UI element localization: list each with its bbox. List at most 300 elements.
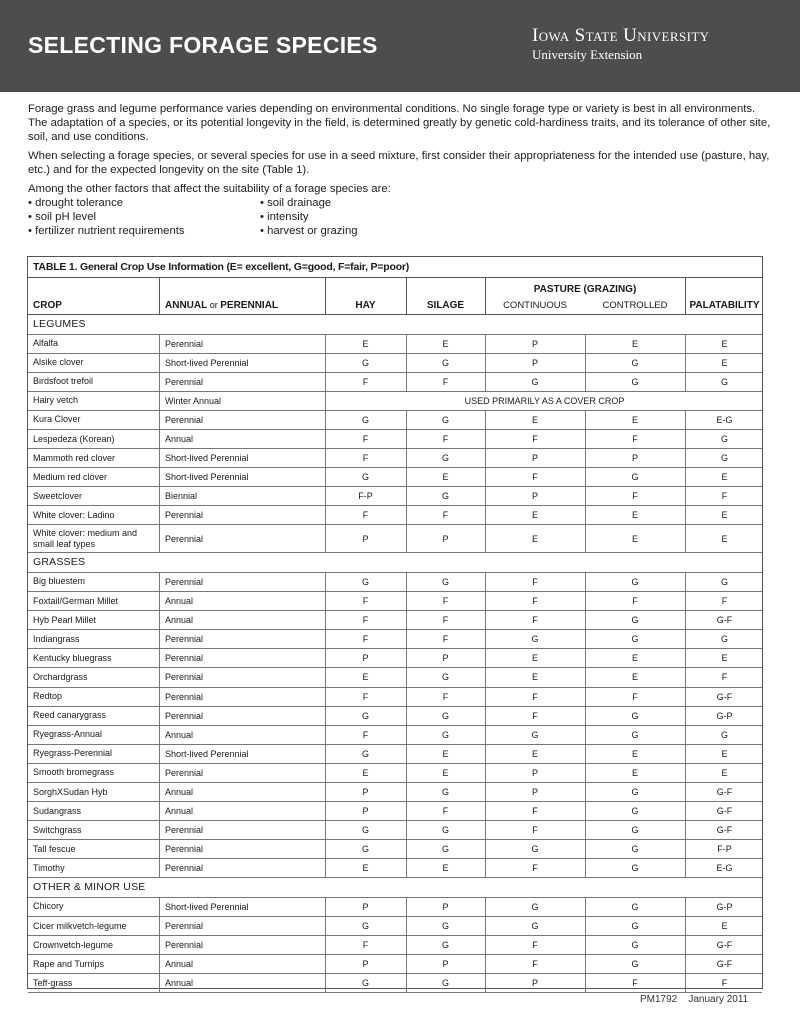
cell-continuous: F — [532, 959, 538, 970]
row-divider — [485, 859, 486, 877]
row-divider — [585, 783, 586, 801]
cell-annual-perennial: Perennial — [165, 634, 204, 645]
section-label: LEGUMES — [33, 317, 86, 330]
row-divider — [406, 783, 407, 801]
row-divider — [325, 487, 326, 505]
row-divider — [585, 525, 586, 552]
cell-annual-perennial: Perennial — [165, 414, 204, 425]
cell-hay: P — [362, 533, 369, 544]
cell-palatability: E — [721, 533, 728, 544]
section-row — [28, 553, 762, 573]
cell-controlled: F — [632, 596, 638, 607]
cell-palatability: F — [721, 672, 728, 683]
cell-crop: Switchgrass — [33, 824, 82, 835]
cell-palatability: F — [721, 596, 728, 607]
cell-silage: P — [442, 653, 449, 664]
cell-silage: G — [441, 576, 449, 587]
row-divider — [159, 525, 160, 552]
cell-annual-perennial: Perennial — [165, 921, 204, 932]
header-divider — [485, 278, 486, 314]
cell-controlled: G — [631, 825, 639, 836]
row-divider — [585, 955, 586, 973]
cell-hay: G — [361, 414, 369, 425]
row-divider — [325, 917, 326, 935]
cell-crop: Timothy — [33, 862, 65, 873]
cell-controlled: G — [631, 576, 639, 587]
row-divider — [585, 859, 586, 877]
factor-item: • intensity — [260, 211, 309, 223]
header-perennial: PERENNIAL — [220, 300, 279, 311]
cell-hay: G — [361, 921, 369, 932]
header-divider — [325, 278, 326, 314]
cell-palatability: G — [720, 453, 728, 464]
row-divider — [406, 917, 407, 935]
header-divider — [685, 278, 686, 314]
cell-annual-perennial: Annual — [165, 787, 194, 798]
cell-continuous: E — [531, 533, 538, 544]
row-divider — [685, 649, 686, 667]
cell-hay: G — [361, 357, 369, 368]
cell-palatability: F — [721, 491, 728, 502]
row-divider — [685, 764, 686, 782]
cell-controlled: G — [631, 863, 639, 874]
row-divider — [406, 707, 407, 725]
cell-palatability: E — [721, 921, 728, 932]
factor-item: • soil drainage — [260, 197, 332, 209]
cell-continuous: F — [532, 940, 538, 951]
cell-silage: F — [442, 510, 449, 521]
cell-annual-perennial: Winter Annual — [165, 395, 222, 406]
row-divider — [406, 611, 407, 629]
row-divider — [485, 630, 486, 648]
table-row — [28, 449, 762, 468]
row-divider — [585, 802, 586, 820]
cell-palatability: G — [720, 634, 728, 645]
row-divider — [585, 840, 586, 858]
cell-controlled: G — [631, 376, 639, 387]
cell-crop: Redtop — [33, 691, 63, 702]
row-divider — [159, 354, 160, 372]
cell-crop: Lespedeza (Korean) — [33, 433, 115, 444]
cell-hay: G — [361, 748, 369, 759]
row-divider — [325, 840, 326, 858]
table-row — [28, 373, 762, 392]
row-divider — [585, 917, 586, 935]
cell-hay: P — [362, 901, 369, 912]
row-divider — [585, 936, 586, 954]
header-palatability: PALATABILITY — [689, 300, 760, 311]
row-divider — [325, 783, 326, 801]
cell-controlled: E — [631, 748, 638, 759]
cell-controlled: G — [631, 806, 639, 817]
cell-controlled: E — [631, 510, 638, 521]
table-row — [28, 468, 762, 487]
cell-silage: F — [442, 434, 449, 445]
row-divider — [685, 430, 686, 448]
row-divider — [585, 821, 586, 839]
crop-use-table — [27, 256, 763, 989]
cell-palatability: G-F — [716, 615, 733, 626]
cell-silage: E — [442, 472, 449, 483]
table-row — [28, 898, 762, 917]
row-divider — [325, 974, 326, 992]
row-divider — [325, 468, 326, 486]
cell-palatability: E — [721, 338, 728, 349]
table-row — [28, 392, 762, 411]
cell-controlled: G — [631, 472, 639, 483]
cell-crop: SorghXSudan Hyb — [33, 786, 108, 797]
row-divider — [159, 335, 160, 353]
cell-hay: P — [362, 806, 369, 817]
row-divider — [485, 611, 486, 629]
section-label: GRASSES — [33, 556, 86, 569]
table-row — [28, 649, 762, 668]
cell-hay: G — [361, 576, 369, 587]
cell-palatability: G-F — [716, 806, 733, 817]
row-divider — [159, 898, 160, 916]
cell-continuous: G — [531, 729, 539, 740]
row-divider — [685, 468, 686, 486]
cell-crop: Tall fescue — [33, 843, 76, 854]
row-divider — [485, 974, 486, 992]
cell-crop: Indiangrass — [33, 633, 80, 644]
cell-palatability: E — [721, 767, 728, 778]
cell-hay: F — [362, 634, 369, 645]
row-divider — [585, 745, 586, 763]
cell-palatability: G-P — [716, 901, 733, 912]
table-row — [28, 611, 762, 630]
cell-palatability: E — [721, 510, 728, 521]
cell-crop: White clover: Ladino — [33, 509, 115, 520]
row-divider — [159, 955, 160, 973]
row-divider — [685, 525, 686, 552]
cell-continuous: G — [531, 901, 539, 912]
row-divider — [406, 354, 407, 372]
page-title: SELECTING FORAGE SPECIES — [28, 32, 378, 58]
factor-item: • soil pH level — [28, 211, 96, 223]
cell-silage: G — [441, 357, 449, 368]
university-extension: University Extension — [532, 47, 643, 62]
table-row — [28, 726, 762, 745]
cell-annual-perennial: Perennial — [165, 863, 204, 874]
row-divider — [406, 449, 407, 467]
cell-silage: G — [441, 453, 449, 464]
cell-crop: Hyb Pearl Millet — [33, 614, 97, 625]
university-logo — [532, 26, 709, 62]
row-divider — [325, 525, 326, 552]
row-divider — [159, 688, 160, 706]
table-row — [28, 573, 762, 592]
cell-hay: P — [362, 653, 369, 664]
row-divider — [685, 630, 686, 648]
cell-annual-perennial: Annual — [165, 806, 194, 817]
cell-continuous: P — [531, 787, 538, 798]
factor-item: • harvest or grazing — [260, 225, 358, 237]
header-controlled: CONTROLLED — [602, 300, 668, 311]
row-divider — [485, 898, 486, 916]
cell-silage: G — [441, 414, 449, 425]
row-divider — [685, 668, 686, 686]
factor-item: • drought tolerance — [28, 197, 124, 209]
cell-palatability: G-P — [716, 710, 733, 721]
row-divider — [585, 630, 586, 648]
row-divider — [585, 573, 586, 591]
row-divider — [325, 707, 326, 725]
cell-silage: G — [441, 844, 449, 855]
cell-controlled: E — [631, 414, 638, 425]
row-divider — [159, 392, 160, 410]
row-divider — [685, 821, 686, 839]
cell-silage: G — [441, 825, 449, 836]
factors-left-column — [28, 196, 260, 238]
cell-continuous: G — [531, 844, 539, 855]
cell-silage: G — [441, 710, 449, 721]
cell-continuous: E — [531, 414, 538, 425]
row-divider — [406, 955, 407, 973]
cell-crop: Rape and Turnips — [33, 958, 105, 969]
cell-controlled: G — [631, 921, 639, 932]
cell-continuous: P — [531, 338, 538, 349]
row-divider — [159, 449, 160, 467]
row-divider — [585, 688, 586, 706]
cell-crop: Orchardgrass — [33, 671, 88, 682]
row-divider — [159, 430, 160, 448]
row-divider — [325, 573, 326, 591]
row-divider — [406, 688, 407, 706]
table-row — [28, 955, 762, 974]
row-divider — [406, 936, 407, 954]
cell-palatability: G-F — [716, 959, 733, 970]
cell-crop: Alfalfa — [33, 338, 59, 349]
table-row — [28, 354, 762, 373]
row-divider — [485, 821, 486, 839]
row-divider — [685, 936, 686, 954]
row-divider — [485, 649, 486, 667]
cell-controlled: E — [631, 338, 638, 349]
row-divider — [159, 936, 160, 954]
cell-controlled: E — [631, 672, 638, 683]
row-divider — [159, 745, 160, 763]
cell-silage: P — [442, 901, 449, 912]
row-divider — [585, 354, 586, 372]
table-body — [28, 315, 762, 993]
row-divider — [685, 411, 686, 429]
cell-annual-perennial: Annual — [165, 615, 194, 626]
cell-crop: White clover: medium and small leaf types — [33, 527, 138, 549]
row-divider — [406, 859, 407, 877]
cell-annual-perennial: Short-lived Perennial — [165, 901, 249, 912]
row-divider — [159, 668, 160, 686]
row-divider — [159, 802, 160, 820]
cell-annual-perennial: Perennial — [165, 576, 204, 587]
cell-hay: F — [362, 729, 369, 740]
row-divider — [159, 573, 160, 591]
row-divider — [406, 373, 407, 391]
table-row — [28, 783, 762, 802]
cell-crop: Reed canarygrass — [33, 710, 107, 721]
cell-palatability: F — [721, 978, 728, 989]
table-row — [28, 525, 762, 553]
cell-crop: Ryegrass-Perennial — [33, 748, 113, 759]
cell-palatability: G-F — [716, 825, 733, 836]
row-divider — [685, 487, 686, 505]
cell-hay: E — [362, 672, 369, 683]
cell-annual-perennial: Annual — [165, 596, 194, 607]
cell-continuous: G — [531, 921, 539, 932]
row-divider — [585, 506, 586, 524]
table-title: TABLE 1. General Crop Use Information (E= excellent, G=good, F=fair, P=poor) — [28, 257, 762, 278]
cell-annual-perennial: Short-lived Perennial — [165, 453, 249, 464]
cell-continuous: F — [532, 615, 538, 626]
row-divider — [325, 745, 326, 763]
row-divider — [325, 630, 326, 648]
row-divider — [406, 506, 407, 524]
cell-continuous: F — [532, 806, 538, 817]
cell-annual-perennial: Perennial — [165, 338, 204, 349]
intro-paragraph-2: When selecting a forage species, or several species for use in a seed mixture, first consider their appropriateness for the intended use (pasture, hay, etc.) and for the expected longevity on the site (Table 1). — [28, 150, 770, 176]
table-row — [28, 859, 762, 878]
cell-hay: E — [362, 767, 369, 778]
cell-controlled: G — [631, 710, 639, 721]
cell-crop: Hairy vetch — [33, 395, 79, 406]
cell-annual-perennial: Annual — [165, 959, 194, 970]
table-row — [28, 707, 762, 726]
cell-continuous: F — [532, 434, 538, 445]
cell-silage: G — [441, 978, 449, 989]
cell-silage: G — [441, 672, 449, 683]
row-divider — [485, 430, 486, 448]
header-annual-perennial — [165, 300, 278, 311]
cell-silage: P — [442, 959, 449, 970]
cell-palatability: E-G — [716, 863, 733, 874]
header-or: or — [207, 300, 221, 310]
row-divider — [485, 745, 486, 763]
cell-annual-perennial: Perennial — [165, 710, 204, 721]
table-row — [28, 688, 762, 707]
cell-continuous: F — [532, 710, 538, 721]
cell-annual-perennial: Perennial — [165, 691, 204, 702]
cell-hay: E — [362, 338, 369, 349]
cell-crop: Mammoth red clover — [33, 452, 116, 463]
cell-continuous: F — [532, 472, 538, 483]
row-divider — [485, 936, 486, 954]
row-divider — [685, 335, 686, 353]
cell-controlled: F — [632, 691, 638, 702]
table-row — [28, 821, 762, 840]
row-divider — [159, 630, 160, 648]
cell-palatability: G-F — [716, 787, 733, 798]
cell-crop: Sweetclover — [33, 490, 83, 501]
cell-silage: G — [441, 491, 449, 502]
row-divider — [585, 449, 586, 467]
cell-crop: Kura Clover — [33, 414, 81, 425]
row-divider — [685, 354, 686, 372]
cell-continuous: G — [531, 376, 539, 387]
cell-silage: F — [442, 376, 449, 387]
row-divider — [485, 373, 486, 391]
row-divider — [585, 764, 586, 782]
row-divider — [159, 411, 160, 429]
cell-continuous: F — [532, 825, 538, 836]
cell-palatability: E — [721, 748, 728, 759]
row-divider — [685, 859, 686, 877]
row-divider — [685, 373, 686, 391]
row-divider — [406, 802, 407, 820]
table-row — [28, 745, 762, 764]
cell-annual-perennial: Perennial — [165, 533, 204, 544]
cell-crop: Big bluestem — [33, 576, 86, 587]
cell-crop: Chicory — [33, 901, 64, 912]
table-row — [28, 487, 762, 506]
header-continuous: CONTINUOUS — [503, 300, 567, 311]
row-divider — [685, 745, 686, 763]
header-hay: HAY — [355, 300, 376, 311]
cell-continuous: F — [532, 596, 538, 607]
cell-annual-perennial: Short-lived Perennial — [165, 472, 249, 483]
cell-controlled: G — [631, 940, 639, 951]
cell-crop: Crownvetch-legume — [33, 939, 114, 950]
row-divider — [406, 649, 407, 667]
cell-silage: F — [442, 691, 449, 702]
cell-silage: E — [442, 338, 449, 349]
cell-continuous: G — [531, 634, 539, 645]
table-row — [28, 917, 762, 936]
cell-crop: Cicer milkvetch-legume — [33, 920, 127, 931]
cell-annual-perennial: Perennial — [165, 672, 204, 683]
row-divider — [159, 468, 160, 486]
row-divider — [406, 821, 407, 839]
header-annual: ANNUAL — [165, 300, 208, 311]
row-divider — [585, 373, 586, 391]
row-divider — [685, 917, 686, 935]
row-divider — [585, 411, 586, 429]
factors-right-column — [260, 196, 358, 238]
intro-paragraph-3: Among the other factors that affect the suitability of a forage species are: — [28, 183, 391, 195]
row-divider — [159, 592, 160, 610]
cell-silage: F — [442, 634, 449, 645]
row-divider — [485, 592, 486, 610]
row-divider — [159, 840, 160, 858]
header-divider — [159, 278, 160, 314]
cell-controlled: E — [631, 767, 638, 778]
cell-annual-perennial: Perennial — [165, 653, 204, 664]
cell-hay: F-P — [358, 491, 373, 502]
row-divider — [685, 573, 686, 591]
row-divider — [585, 611, 586, 629]
row-divider — [159, 506, 160, 524]
row-divider — [485, 917, 486, 935]
cell-silage: F — [442, 596, 449, 607]
row-divider — [485, 840, 486, 858]
row-divider — [485, 506, 486, 524]
cell-silage: F — [442, 615, 449, 626]
row-divider — [485, 783, 486, 801]
row-divider — [406, 764, 407, 782]
cell-silage: G — [441, 940, 449, 951]
cell-annual-perennial: Short-lived Perennial — [165, 748, 249, 759]
cell-palatability: G — [720, 434, 728, 445]
cell-controlled: G — [631, 787, 639, 798]
row-divider — [325, 668, 326, 686]
row-divider — [685, 726, 686, 744]
cell-controlled: F — [632, 978, 638, 989]
row-divider — [159, 611, 160, 629]
cell-continuous: E — [531, 748, 538, 759]
row-divider — [325, 373, 326, 391]
row-divider — [325, 411, 326, 429]
cell-crop: Kentucky bluegrass — [33, 652, 112, 663]
row-divider — [585, 335, 586, 353]
